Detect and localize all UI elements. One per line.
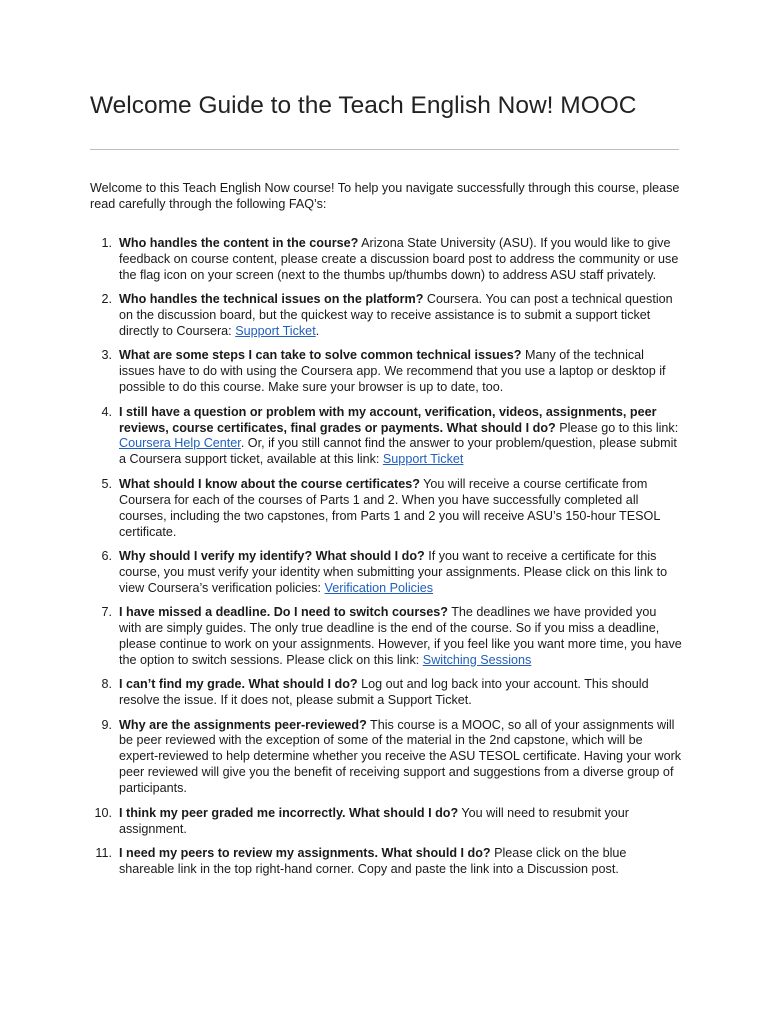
- faq-number: 3.: [101, 348, 112, 363]
- support-ticket-link[interactable]: Support Ticket: [382, 452, 464, 467]
- faq-question: Why should I verify my identify? What should I do?: [119, 548, 425, 563]
- faq-answer: You will receive a course certificate from Coursera for each of the courses of Parts 1 and 2. When you have successfully completed all courses, including the two capstones, from Parts 1 and 2 you will receive ASU’s 150-hour TESOL certificate.: [119, 476, 660, 539]
- faq-number: 5.: [101, 476, 112, 491]
- faq-item-8: [90, 677, 682, 709]
- faq-number: 11.: [95, 845, 112, 860]
- faq-question: What are some steps I can take to solve common technical issues?: [119, 348, 522, 363]
- faq-question: I have missed a deadline. Do I need to switch courses?: [119, 605, 448, 620]
- faq-answer-middle: . Or, if you still cannot find the answer to your problem/question, please submit a Coursera support ticket, available at this link:: [119, 436, 677, 467]
- faq-number: 7.: [101, 605, 112, 620]
- faq-question: Who handles the content in the course?: [119, 236, 359, 250]
- coursera-help-center-link[interactable]: Coursera Help Center: [119, 436, 241, 451]
- faq-list: [90, 236, 682, 886]
- faq-item-9: [90, 718, 682, 798]
- faq-item-5: [90, 477, 682, 541]
- faq-item-7: [90, 605, 682, 669]
- faq-number: 4.: [101, 404, 112, 419]
- verification-policies-link[interactable]: Verification Policies: [324, 580, 434, 595]
- faq-question: Who handles the technical issues on the platform?: [119, 292, 424, 307]
- faq-question: I think my peer graded me incorrectly. What should I do?: [119, 805, 459, 820]
- faq-item-1: [90, 236, 682, 284]
- faq-number: 8.: [101, 677, 112, 692]
- faq-item-4: [90, 405, 682, 469]
- faq-number: 10.: [94, 805, 112, 820]
- faq-answer: Arizona State University (ASU). If you would like to give feedback on course content, please create a discussion board post to address the community or use the flag icon on your screen (next to the thumbs up/thumbs down) to address ASU staff privately.: [119, 236, 679, 282]
- faq-question: I can’t find my grade. What should I do?: [119, 677, 358, 692]
- faq-answer: You will need to resubmit your assignment.: [119, 805, 629, 836]
- faq-answer: This course is a MOOC, so all of your assignments will be peer reviewed with the exception of some of the material in the 2nd capstone, which will be expert-reviewed to help determine whether you receive the ASU TESOL certificate. Having your work peer reviewed will give you the benefit of receiving support and suggestions from a diverse group of participants.: [119, 717, 682, 796]
- faq-answer: If you want to receive a certificate for this course, you must verify your identity when submitting your assignments. Please click on this link to view Coursera’s verification policies:: [119, 548, 668, 595]
- faq-answer: Coursera. You can post a technical question on the discussion board, but the quickest way to receive assistance is to submit a support ticket directly to Coursera:: [119, 292, 673, 339]
- faq-number: 9.: [101, 717, 112, 732]
- support-ticket-link[interactable]: Support Ticket: [235, 324, 316, 339]
- faq-number: 6.: [101, 548, 112, 563]
- faq-number: 1.: [101, 236, 112, 250]
- intro-paragraph: Welcome to this Teach English Now course! To help you navigate successfully through this course, please read carefully through the following FAQ’s:: [90, 181, 680, 211]
- faq-number: 2.: [101, 292, 112, 307]
- faq-question: I still have a question or problem with my account, verification, videos, assignments, peer reviews, course certificates, final grades or payments. What should I do?: [119, 404, 657, 435]
- switching-sessions-link[interactable]: Switching Sessions: [422, 652, 532, 667]
- faq-item-3: [90, 348, 682, 396]
- faq-answer: Many of the technical issues have to do with using the Coursera app. We recommend that you use a laptop or desktop if possible to do this course. Make sure your browser is up to date, too.: [119, 348, 666, 395]
- faq-item-11: [90, 846, 682, 878]
- faq-answer: The deadlines we have provided you with are simply guides. The only true deadline is the end of the course. So if you miss a deadline, please continue to work on your assignments. However, if you feel like you want more time, you have the option to switch sessions. Please click on this link:: [119, 605, 682, 667]
- faq-item-2: [90, 292, 682, 340]
- faq-question: I need my peers to review my assignments. What should I do?: [119, 845, 491, 860]
- faq-item-6: [90, 549, 682, 597]
- title-divider: [90, 149, 679, 150]
- faq-question: What should I know about the course certificates?: [119, 476, 420, 491]
- faq-answer: Log out and log back into your account. This should resolve the issue. If it does not, please submit a Support Ticket.: [119, 677, 649, 708]
- faq-question: Why are the assignments peer-reviewed?: [119, 717, 367, 732]
- page-title: Welcome Guide to the Teach English Now! MOOC: [90, 92, 637, 119]
- faq-answer: Please go to this link:: [555, 420, 679, 435]
- faq-answer-end: .: [315, 324, 320, 339]
- faq-answer: Please click on the blue shareable link in the top right-hand corner. Copy and paste the link into a Discussion post.: [119, 845, 627, 876]
- faq-item-10: [90, 806, 682, 838]
